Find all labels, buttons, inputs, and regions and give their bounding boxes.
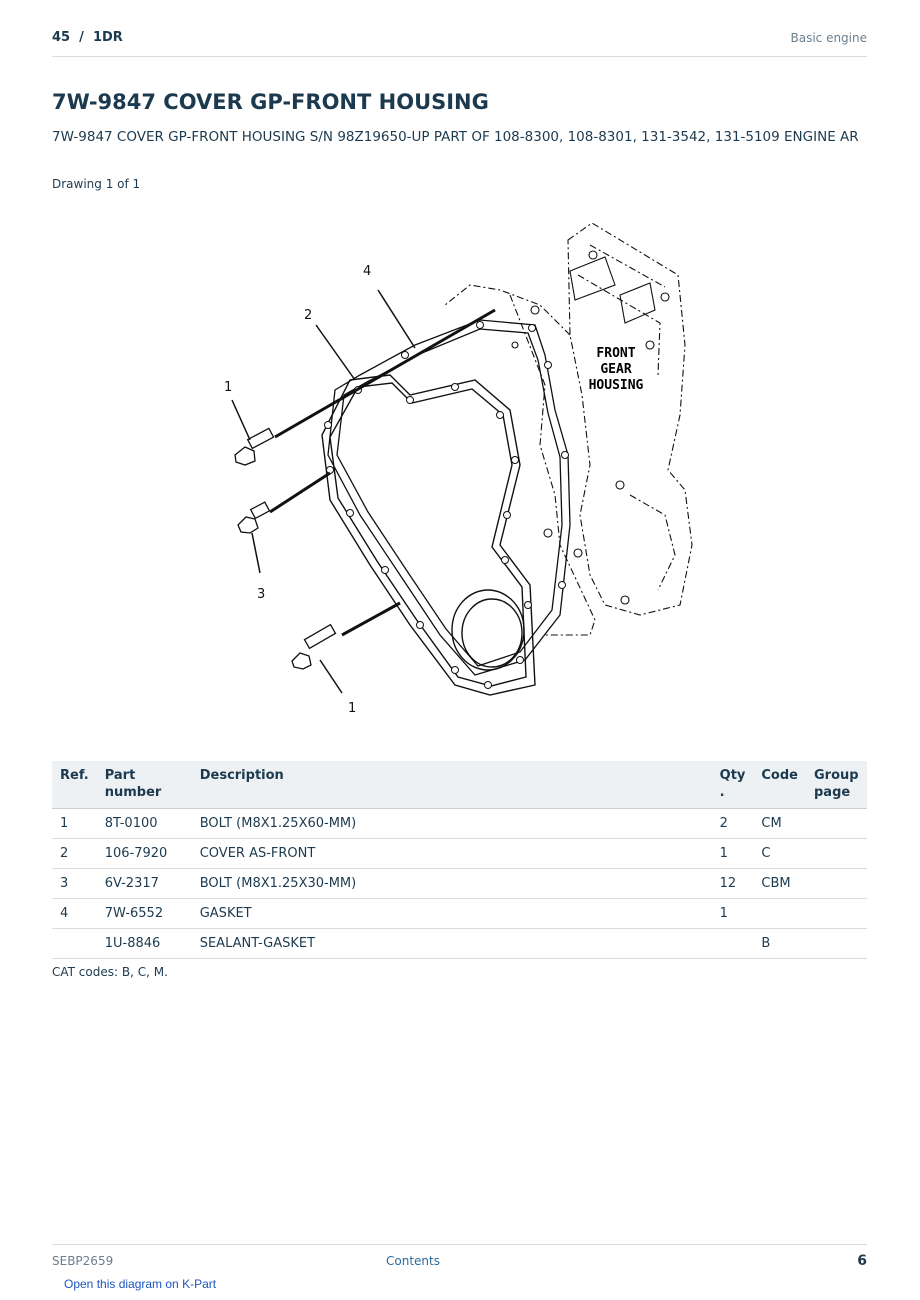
drawing-label: Drawing 1 of 1 — [52, 177, 141, 191]
housing-label-line-3: HOUSING — [588, 378, 644, 393]
cell-group-page — [806, 929, 867, 959]
cell-qty: 2 — [712, 809, 754, 839]
cell-code: CM — [753, 809, 806, 839]
kpart-diagram-link[interactable]: Open this diagram on K-Part — [64, 1277, 217, 1291]
cell-description: BOLT (M8X1.25X60-MM) — [192, 809, 712, 839]
cell-description: SEALANT-GASKET — [192, 929, 712, 959]
cell-description: BOLT (M8X1.25X30-MM) — [192, 869, 712, 899]
housing-label-line-2: GEAR — [600, 362, 632, 377]
cell-code: B — [753, 929, 806, 959]
callout-1-top: 1 — [224, 380, 233, 395]
cell-group-page — [806, 899, 867, 929]
cell-qty: 1 — [712, 899, 754, 929]
cell-group-page — [806, 869, 867, 899]
front-gear-housing — [445, 223, 692, 635]
cell-code: C — [753, 839, 806, 869]
table-row — [52, 899, 867, 929]
page-number: 6 — [857, 1253, 867, 1269]
cell-part-number: 106-7920 — [97, 839, 192, 869]
table-row — [52, 839, 867, 869]
bolt-bottom — [292, 603, 400, 669]
col-group-page: Group page — [806, 761, 867, 809]
section-number: 45 / 1DR — [52, 30, 123, 45]
housing-label-line-1: FRONT — [596, 346, 636, 361]
col-code: Code — [753, 761, 806, 809]
table-row — [52, 869, 867, 899]
cell-code — [753, 899, 806, 929]
parts-diagram — [210, 215, 710, 725]
cell-qty: 1 — [712, 839, 754, 869]
front-cover — [322, 375, 535, 695]
col-qty: Qty . — [712, 761, 754, 809]
parts-table — [52, 761, 867, 959]
page-header — [52, 28, 867, 57]
page-title: 7W-9847 COVER GP-FRONT HOUSING — [52, 90, 489, 114]
callout-2: 2 — [304, 308, 313, 323]
document-code: SEBP2659 — [52, 1254, 114, 1268]
cell-qty — [712, 929, 754, 959]
section-name: Basic engine — [790, 31, 867, 45]
callout-3: 3 — [257, 587, 266, 602]
cell-description: GASKET — [192, 899, 712, 929]
table-row — [52, 929, 867, 959]
col-ref: Ref. — [52, 761, 97, 809]
cell-group-page — [806, 839, 867, 869]
cell-ref: 3 — [52, 869, 97, 899]
cell-qty: 12 — [712, 869, 754, 899]
table-header-row — [52, 761, 867, 809]
cell-ref: 4 — [52, 899, 97, 929]
cell-description: COVER AS-FRONT — [192, 839, 712, 869]
cell-part-number: 6V-2317 — [97, 869, 192, 899]
cell-group-page — [806, 809, 867, 839]
table-row — [52, 809, 867, 839]
contents-link[interactable]: Contents — [386, 1254, 440, 1268]
callout-4: 4 — [363, 264, 372, 279]
cell-ref: 1 — [52, 809, 97, 839]
cell-ref — [52, 929, 97, 959]
cat-codes-note: CAT codes: B, C, M. — [52, 965, 168, 979]
cell-part-number: 8T-0100 — [97, 809, 192, 839]
col-part-number: Part number — [97, 761, 192, 809]
page-subtitle: 7W-9847 COVER GP-FRONT HOUSING S/N 98Z19650-UP PART OF 108-8300, 108-8301, 131-3542, 131-5109 ENGINE AR — [52, 129, 859, 145]
col-description: Description — [192, 761, 712, 809]
bolt-middle — [238, 473, 330, 533]
cell-ref: 2 — [52, 839, 97, 869]
cell-part-number: 1U-8846 — [97, 929, 192, 959]
callout-1-bottom: 1 — [348, 701, 357, 716]
cell-code: CBM — [753, 869, 806, 899]
cell-part-number: 7W-6552 — [97, 899, 192, 929]
